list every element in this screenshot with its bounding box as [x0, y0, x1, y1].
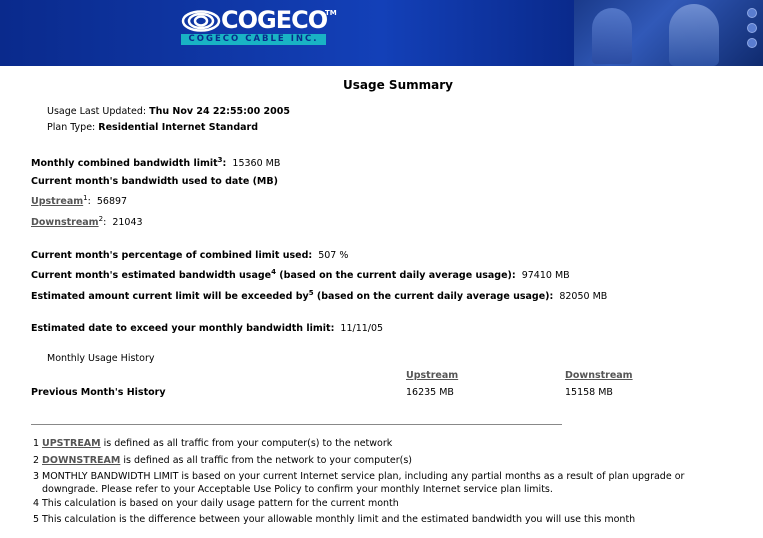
plan-label: Plan Type:: [47, 122, 96, 133]
upstream-value: 56897: [96, 196, 128, 208]
history-downstream-link[interactable]: Downstream: [565, 370, 633, 381]
footnote-5: 5 This calculation is the difference between your allowable monthly limit and the estimated bandwidth you will use this month: [33, 514, 636, 525]
site-header: [0, 0, 763, 66]
history-downstream-value: 15158 MB: [565, 387, 613, 398]
photo-figure: [592, 8, 632, 64]
downstream-value: 21043: [112, 217, 143, 229]
footnote-3: 3 MONTHLY BANDWIDTH LIMIT is based on your current Internet service plan, including any partial months as a result of plan upgrade or downgrade. Please refer to your Acceptable Use Policy to confirm your monthly Internet service plan limits.: [33, 471, 685, 495]
percentage-row: [31, 250, 348, 261]
footnote-upstream-link[interactable]: UPSTREAM: [42, 438, 101, 449]
photo-figure: [669, 4, 719, 66]
footnote-4: 4 This calculation is based on your daily usage pattern for the current month: [33, 498, 399, 509]
usage-updated: [47, 106, 290, 117]
decorative-dots: [747, 8, 757, 58]
logo-subtitle: COGECO CABLE INC.: [181, 34, 326, 45]
date-value: 11/11/05: [340, 323, 384, 334]
footnote-2: 2 DOWNSTREAM is defined as all traffic from the network to your computer(s): [33, 455, 412, 466]
footnote-downstream-link[interactable]: DOWNSTREAM: [42, 455, 121, 466]
estimated-usage-row: Current month's estimated bandwidth usage$^4$ (based on the current daily average usage): 97410 MB: [31, 268, 570, 282]
exceed-footnote-ref: 5: [308, 289, 314, 297]
exceed-date-row: [31, 323, 383, 334]
pct-label: Current month's percentage of combined limit used:: [31, 250, 313, 261]
logo-text: COGECO: [221, 6, 328, 34]
history-upstream-link[interactable]: Upstream: [406, 370, 459, 381]
exceed-label: Estimated amount current limit will be exceeded by: [31, 291, 309, 303]
plan-value: Residential Internet Standard: [98, 122, 259, 133]
divider: [31, 424, 562, 425]
downstream-row: Downstream$^2$: 21043: [31, 215, 143, 229]
exceed-value: 82050 MB: [559, 291, 608, 303]
history-upstream-value: 16235 MB: [406, 387, 454, 398]
downstream-link[interactable]: Downstream: [31, 217, 99, 229]
upstream-link[interactable]: Upstream: [31, 196, 84, 208]
header-photo: [574, 0, 763, 66]
bandwidth-limit: Monthly combined bandwidth limit$^3$: 15360 MB: [31, 156, 281, 170]
updated-value: Thu Nov 24 22:55:00 2005: [149, 106, 290, 117]
upstream-footnote-ref: 1: [83, 194, 88, 202]
limit-label: Monthly combined bandwidth limit: [31, 158, 218, 170]
logo-rings-icon: [181, 10, 221, 32]
limit-value: 15360 MB: [232, 158, 281, 170]
est-value: 97410 MB: [521, 270, 570, 282]
updated-label: Usage Last Updated:: [47, 106, 147, 117]
logo-trademark: TM: [325, 9, 337, 17]
upstream-row: Upstream$^1$: 56897: [31, 194, 128, 208]
page-title: Usage Summary: [343, 78, 453, 92]
limit-footnote-ref: 3: [217, 156, 223, 164]
est-footnote-ref: 4: [271, 268, 276, 276]
exceed-row: Estimated amount current limit will be exceeded $by^5$ (based on the current daily average usage): 82050 MB: [31, 289, 608, 303]
used-label: Current month's bandwidth used to date (MB): [31, 176, 278, 187]
history-title: Monthly Usage History: [47, 353, 155, 364]
pct-value: 507 %: [318, 250, 349, 261]
date-label: Estimated date to exceed your monthly bandwidth limit:: [31, 323, 335, 334]
cogeco-logo[interactable]: [181, 6, 337, 46]
footnote-1: 1 UPSTREAM is defined as all traffic from your computer(s) to the network: [33, 438, 393, 449]
history-row-label: Previous Month's History: [31, 387, 166, 398]
est-label: Current month's estimated bandwidth usage: [31, 270, 272, 282]
plan-type: [47, 122, 258, 133]
downstream-footnote-ref: 2: [98, 215, 104, 223]
